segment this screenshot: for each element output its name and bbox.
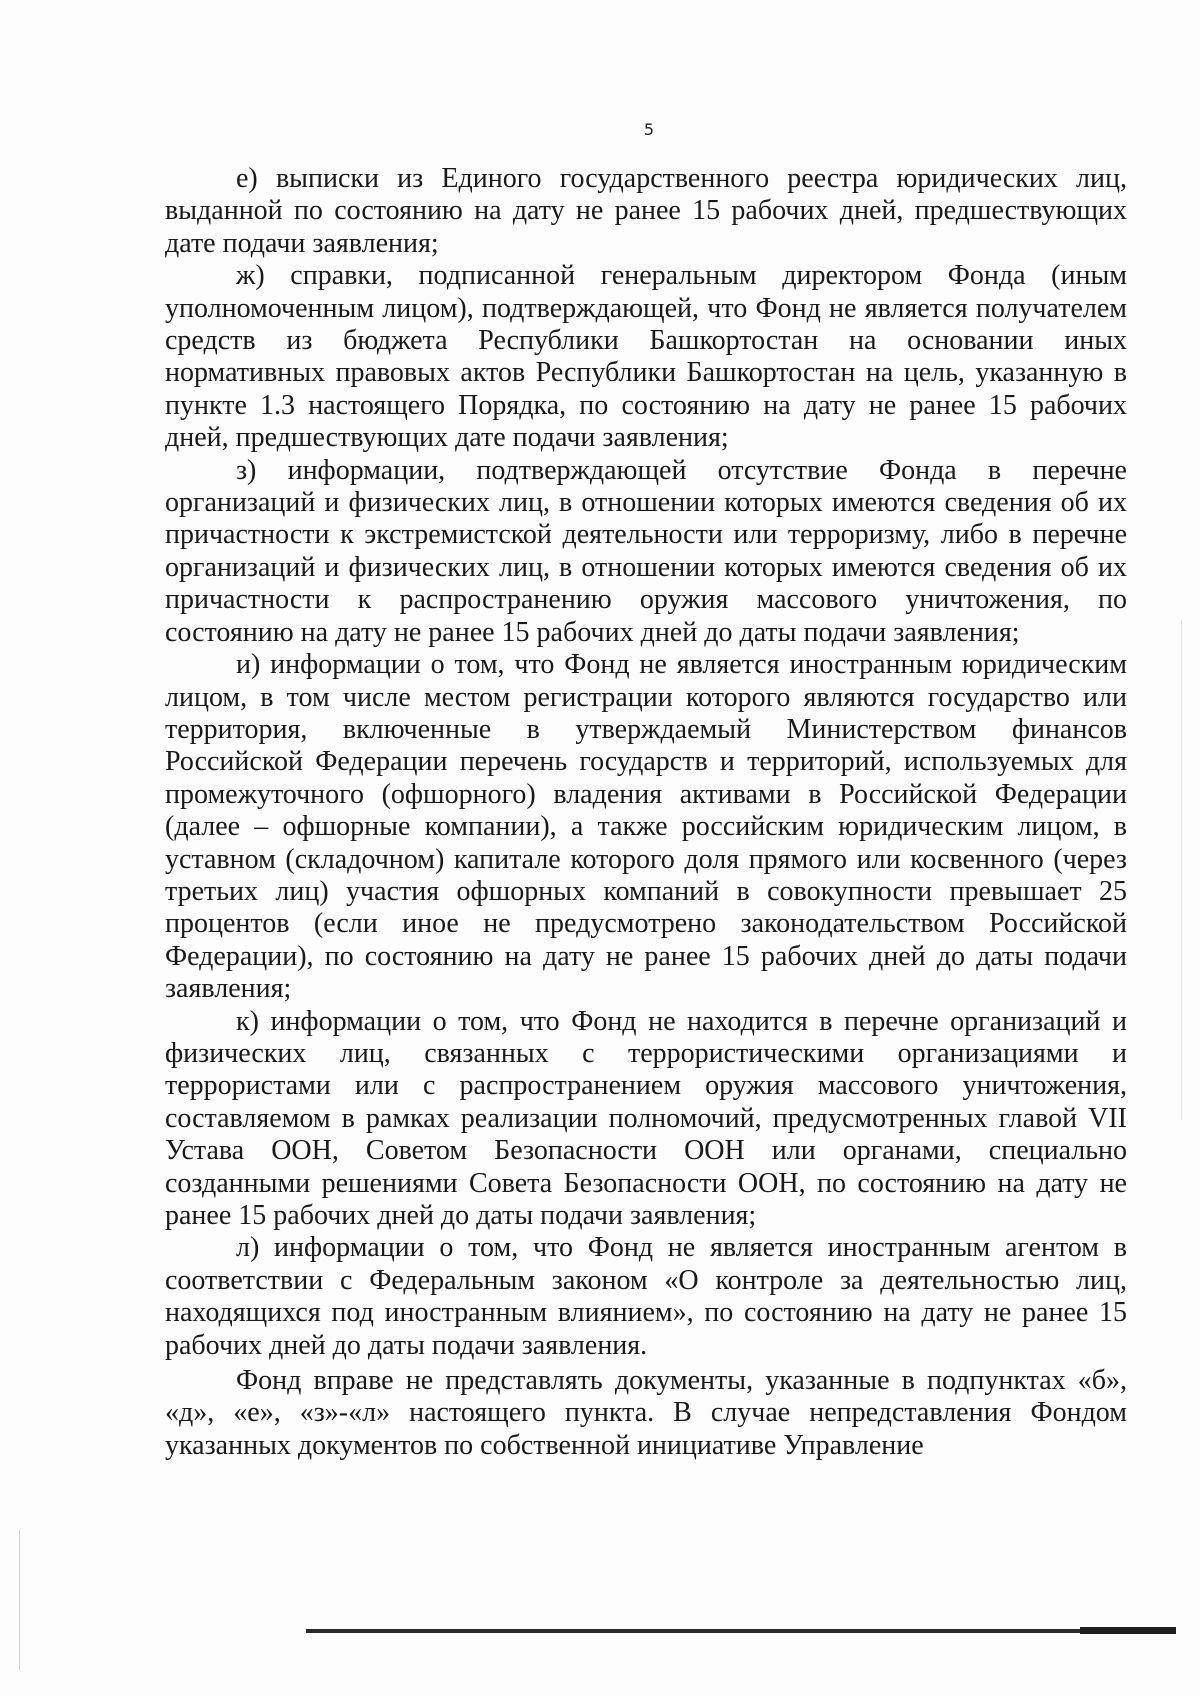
paragraph-k: к) информации о том, что Фонд не находится в перечне организаций и физических лиц, связанных с террористическими организациями и террористами или с распространением оружия массового уничтожения, составляемом в рамках реализации полномочий, предусмотренных главой VII Устава ООН, Советом Безопасности ООН или органами, специально созданными решениями Совета Безопасности ООН, по состоянию на дату не ранее 15 рабочих дней до даты подачи заявления;: [165, 1005, 1127, 1231]
paragraph-zh: ж) справки, подписанной генеральным директором Фонда (иным уполномоченным лицом), подтверждающей, что Фонд не является получателем средств из бюджета Республики Башкортостан на основании иных нормативных правовых актов Республики Башкортостан на цель, указанную в пункте 1.3 настоящего Порядка, по состоянию на дату не ранее 15 рабочих дней, предшествующих дате подачи заявления;: [165, 260, 1127, 454]
document-body: [165, 163, 1127, 1462]
footer-rule-thick: [1080, 1627, 1176, 1634]
paragraph-i: и) информации о том, что Фонд не является иностранным юридическим лицом, в том числе местом регистрации которого являются государство или территория, включенные в утверждаемый Министерством финансов Российской Федерации перечень государств и территорий, используемых для промежуточного (офшорного) владения активами в Российской Федерации (далее – офшорные компании), а также российским юридическим лицом, в уставном (складочном) капитале которого доля прямого или косвенного (через третьих лиц) участия офшорных компаний в совокупности превышает 25 процентов (если иное не предусмотрено законодательством Российской Федерации), по состоянию на дату не ранее 15 рабочих дней до даты подачи заявления;: [165, 649, 1127, 1005]
scan-artifact-right: [1181, 620, 1182, 1120]
scan-artifact-left: [19, 1530, 20, 1670]
footer-rule: [306, 1629, 1176, 1633]
paragraph-l: л) информации о том, что Фонд не является иностранным агентом в соответствии с Федеральным законом «О контроле за деятельностью лиц, находящихся под иностранным влиянием», по состоянию на дату не ранее 15 рабочих дней до даты подачи заявления.: [165, 1232, 1127, 1361]
paragraph-final: Фонд вправе не представлять документы, указанные в подпунктах «б», «д», «е», «з»-«л» настоящего пункта. В случае непредставления Фондом указанных документов по собственной инициативе Управление: [165, 1365, 1127, 1461]
page-number: 5: [643, 120, 655, 139]
paragraph-e: е) выписки из Единого государственного реестра юридических лиц, выданной по состоянию на дату не ранее 15 рабочих дней, предшествующих дате подачи заявления;: [165, 163, 1127, 259]
paragraph-z: з) информации, подтверждающей отсутствие Фонда в перечне организаций и физических лиц, в отношении которых имеются сведения об их причастности к экстремистской деятельности или терроризму, либо в перечне организаций и физических лиц, в отношении которых имеются сведения об их причастности к распространению оружия массового уничтожения, по состоянию на дату не ранее 15 рабочих дней до даты подачи заявления;: [165, 454, 1127, 648]
